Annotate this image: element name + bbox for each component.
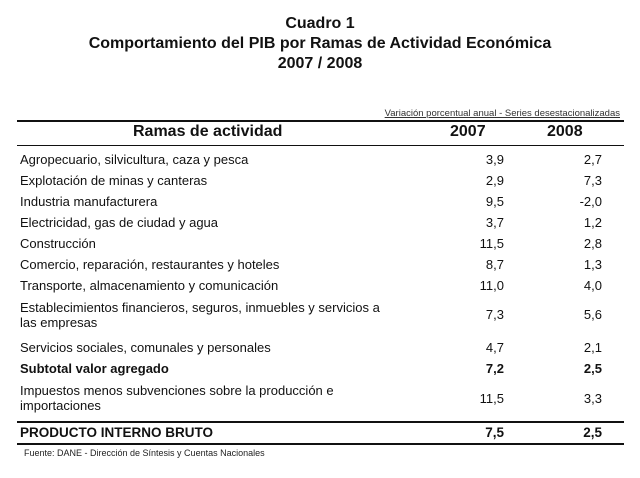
row-label: Transporte, almacenamiento y comunicación bbox=[20, 278, 279, 293]
value-2008: 2,1 bbox=[583, 340, 602, 355]
header-activity: Ramas de actividad bbox=[133, 123, 283, 140]
value-2007: 3,7 bbox=[485, 215, 504, 230]
row-label: Agropecuario, silvicultura, caza y pesca bbox=[20, 152, 249, 167]
value-2007: 11,0 bbox=[479, 278, 504, 293]
value-2008: 2,7 bbox=[583, 152, 602, 167]
value-2007: 2,9 bbox=[485, 173, 504, 188]
value-2008: -2,0 bbox=[579, 194, 602, 209]
table-subtitle: Comportamiento del PIB por Ramas de Actividad Económica bbox=[88, 35, 552, 52]
value-2008: 1,2 bbox=[583, 215, 602, 230]
top-rule bbox=[17, 120, 624, 122]
row-label: Industria manufacturera bbox=[20, 194, 158, 209]
row-label: Electricidad, gas de ciudad y agua bbox=[20, 215, 219, 230]
table-row bbox=[20, 234, 620, 254]
value-2007: 9,5 bbox=[485, 194, 504, 209]
value-2007: 11,5 bbox=[479, 236, 504, 251]
total-label: PRODUCTO INTERNO BRUTO bbox=[20, 425, 214, 440]
header-2008: 2008 bbox=[547, 123, 583, 140]
value-2007: 3,9 bbox=[485, 152, 504, 167]
header-2007: 2007 bbox=[450, 123, 486, 140]
table-row bbox=[20, 255, 620, 275]
value-2008: 5,6 bbox=[583, 307, 602, 322]
value-2007: 11,5 bbox=[479, 391, 504, 406]
table-row bbox=[20, 213, 620, 233]
row-label: Subtotal valor agregado bbox=[20, 361, 169, 376]
row-label: Servicios sociales, comunales y personales bbox=[20, 340, 271, 355]
units-note: Variación porcentual anual - Series desestacionalizadas bbox=[384, 108, 620, 119]
value-2007: 8,7 bbox=[485, 257, 504, 272]
value-2008: 1,3 bbox=[583, 257, 602, 272]
table-row bbox=[20, 171, 620, 191]
row-label: Explotación de minas y canteras bbox=[20, 173, 208, 188]
value-2008: 4,0 bbox=[583, 278, 602, 293]
table-period: 2007 / 2008 bbox=[277, 55, 363, 72]
value-2008: 3,3 bbox=[583, 391, 602, 406]
table-row bbox=[20, 150, 620, 170]
total-row bbox=[20, 423, 620, 443]
subtotal-row bbox=[20, 359, 620, 379]
value-2007: 4,7 bbox=[485, 340, 504, 355]
row-label: Impuestos menos subvenciones sobre la producción e importaciones bbox=[20, 383, 334, 413]
value-2007: 7,3 bbox=[485, 307, 504, 322]
table-row bbox=[20, 192, 620, 212]
table-row bbox=[20, 338, 620, 358]
table-title: Cuadro 1 bbox=[285, 15, 355, 32]
total-value-2008: 2,5 bbox=[583, 425, 602, 440]
row-label: Establecimientos financieros, seguros, inmuebles y servicios a las empresas bbox=[20, 300, 380, 330]
source-note: Fuente: DANE - Dirección de Síntesis y Cuentas Nacionales bbox=[24, 448, 265, 458]
value-2008: 2,8 bbox=[583, 236, 602, 251]
value-2007: 7,2 bbox=[485, 361, 504, 376]
table-row bbox=[20, 380, 620, 420]
row-label: Construcción bbox=[20, 236, 96, 251]
total-bottom-rule bbox=[17, 443, 624, 445]
total-value-2007: 7,5 bbox=[485, 425, 504, 440]
header-rule bbox=[17, 145, 624, 146]
value-2008: 7,3 bbox=[583, 173, 602, 188]
value-2008: 2,5 bbox=[583, 361, 602, 376]
table-row bbox=[20, 276, 620, 296]
row-label: Comercio, reparación, restaurantes y hoteles bbox=[20, 257, 280, 272]
table-row bbox=[20, 297, 620, 337]
